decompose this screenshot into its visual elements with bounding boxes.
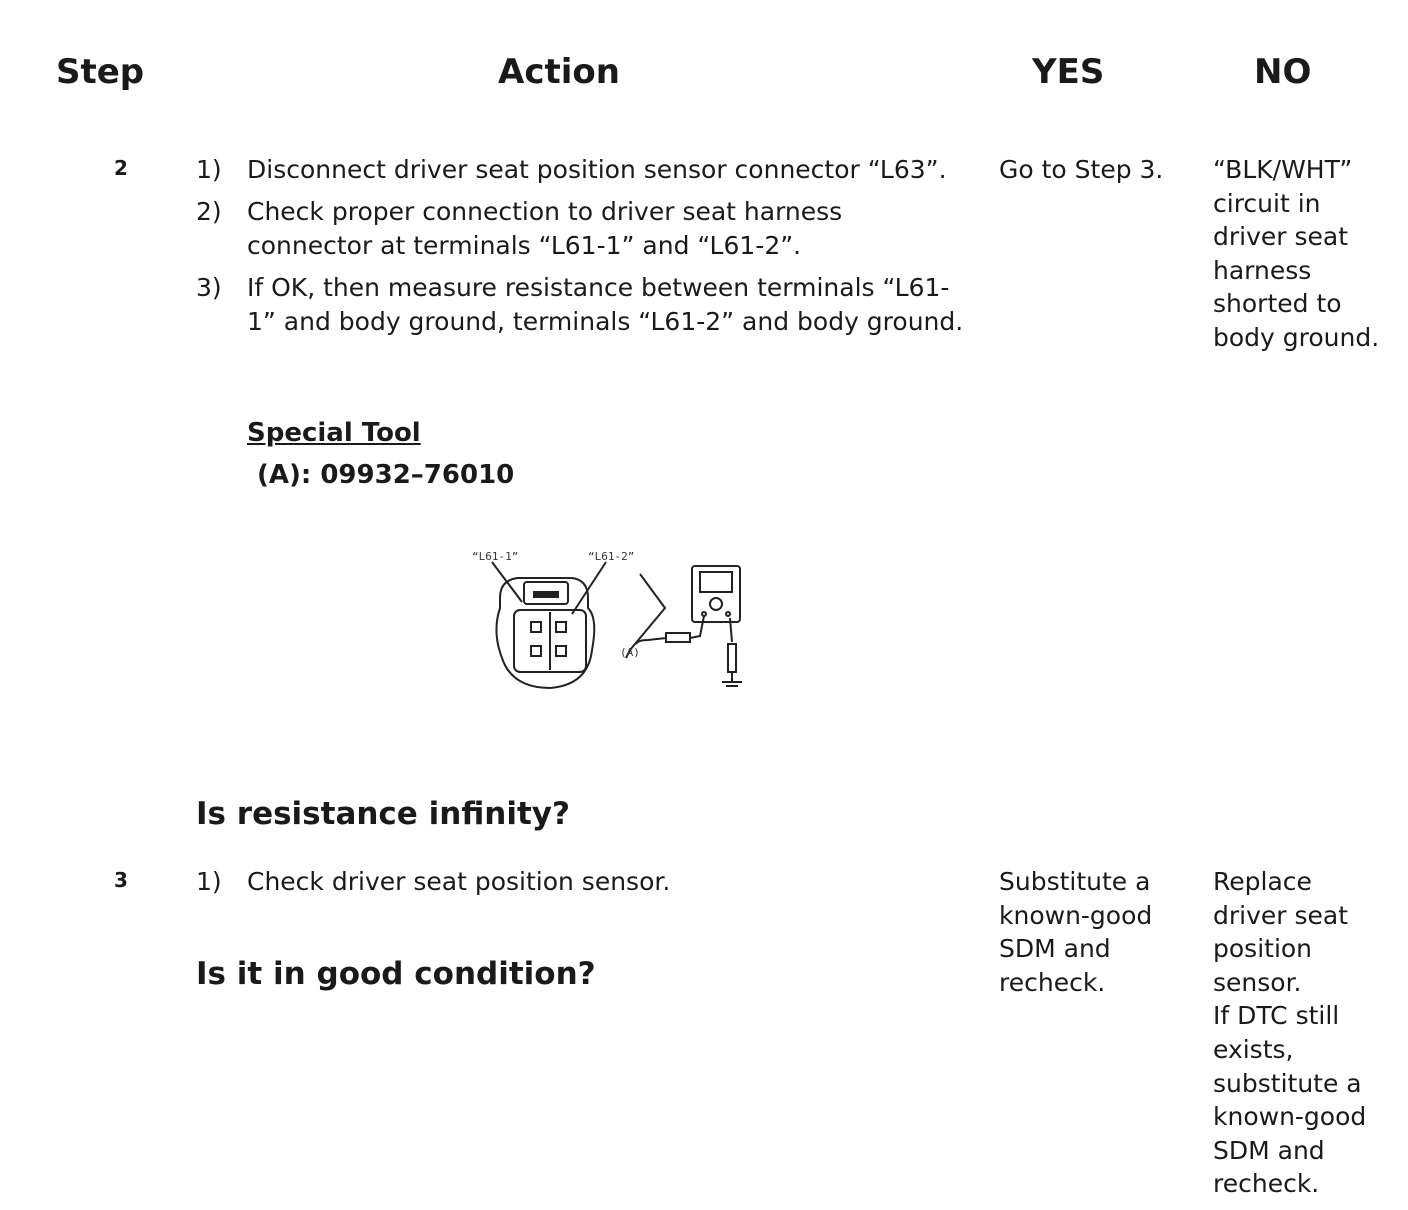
action-item-text: Check proper connection to driver seat harness connector at terminals “L61-1” and “L61-2”. xyxy=(247,197,843,260)
diagram-label-left: “L61-1” xyxy=(472,550,519,563)
question: Is it in good condition? xyxy=(196,956,596,992)
connector-diagram xyxy=(460,540,760,700)
header-no: NO xyxy=(1254,52,1312,92)
no-cell: Replace driver seat position sensor. If DTC still exists, substitute a known-good SDM and recheck. xyxy=(1213,867,1367,1199)
header-yes: YES xyxy=(1032,52,1105,92)
action-item-number: 2) xyxy=(196,197,222,226)
action-item xyxy=(196,865,966,899)
action-item-number: 1) xyxy=(196,155,222,184)
action-item-number: 1) xyxy=(196,867,222,896)
action-item-text: If OK, then measure resistance between terminals “L61-1” and body ground, terminals “L61-2” and body ground. xyxy=(247,273,964,336)
action-item-text: Check driver seat position sensor. xyxy=(247,867,671,896)
diagram-label-right: “L61-2” xyxy=(588,550,635,563)
action-item xyxy=(196,271,966,339)
step-number: 2 xyxy=(114,156,128,180)
special-tool-title: Special Tool xyxy=(247,418,421,448)
step-number: 3 xyxy=(114,868,128,892)
action-list xyxy=(196,153,966,347)
yes-cell: Substitute a known-good SDM and recheck. xyxy=(999,867,1153,997)
question: Is resistance infinity? xyxy=(196,796,570,832)
header-action: Action xyxy=(498,52,620,92)
special-tool-code: (A): 09932–76010 xyxy=(257,460,515,490)
action-item xyxy=(196,153,966,187)
no-cell: “BLK/WHT” circuit in driver seat harness shorted to body ground. xyxy=(1213,155,1380,352)
header-step: Step xyxy=(56,52,145,92)
yes-cell: Go to Step 3. xyxy=(999,155,1164,184)
action-list xyxy=(196,865,966,907)
action-item xyxy=(196,195,966,263)
action-item-text: Disconnect driver seat position sensor connector “L63”. xyxy=(247,155,947,184)
action-item-number: 3) xyxy=(196,273,222,302)
diagram-label-tool: (A) xyxy=(620,646,640,659)
